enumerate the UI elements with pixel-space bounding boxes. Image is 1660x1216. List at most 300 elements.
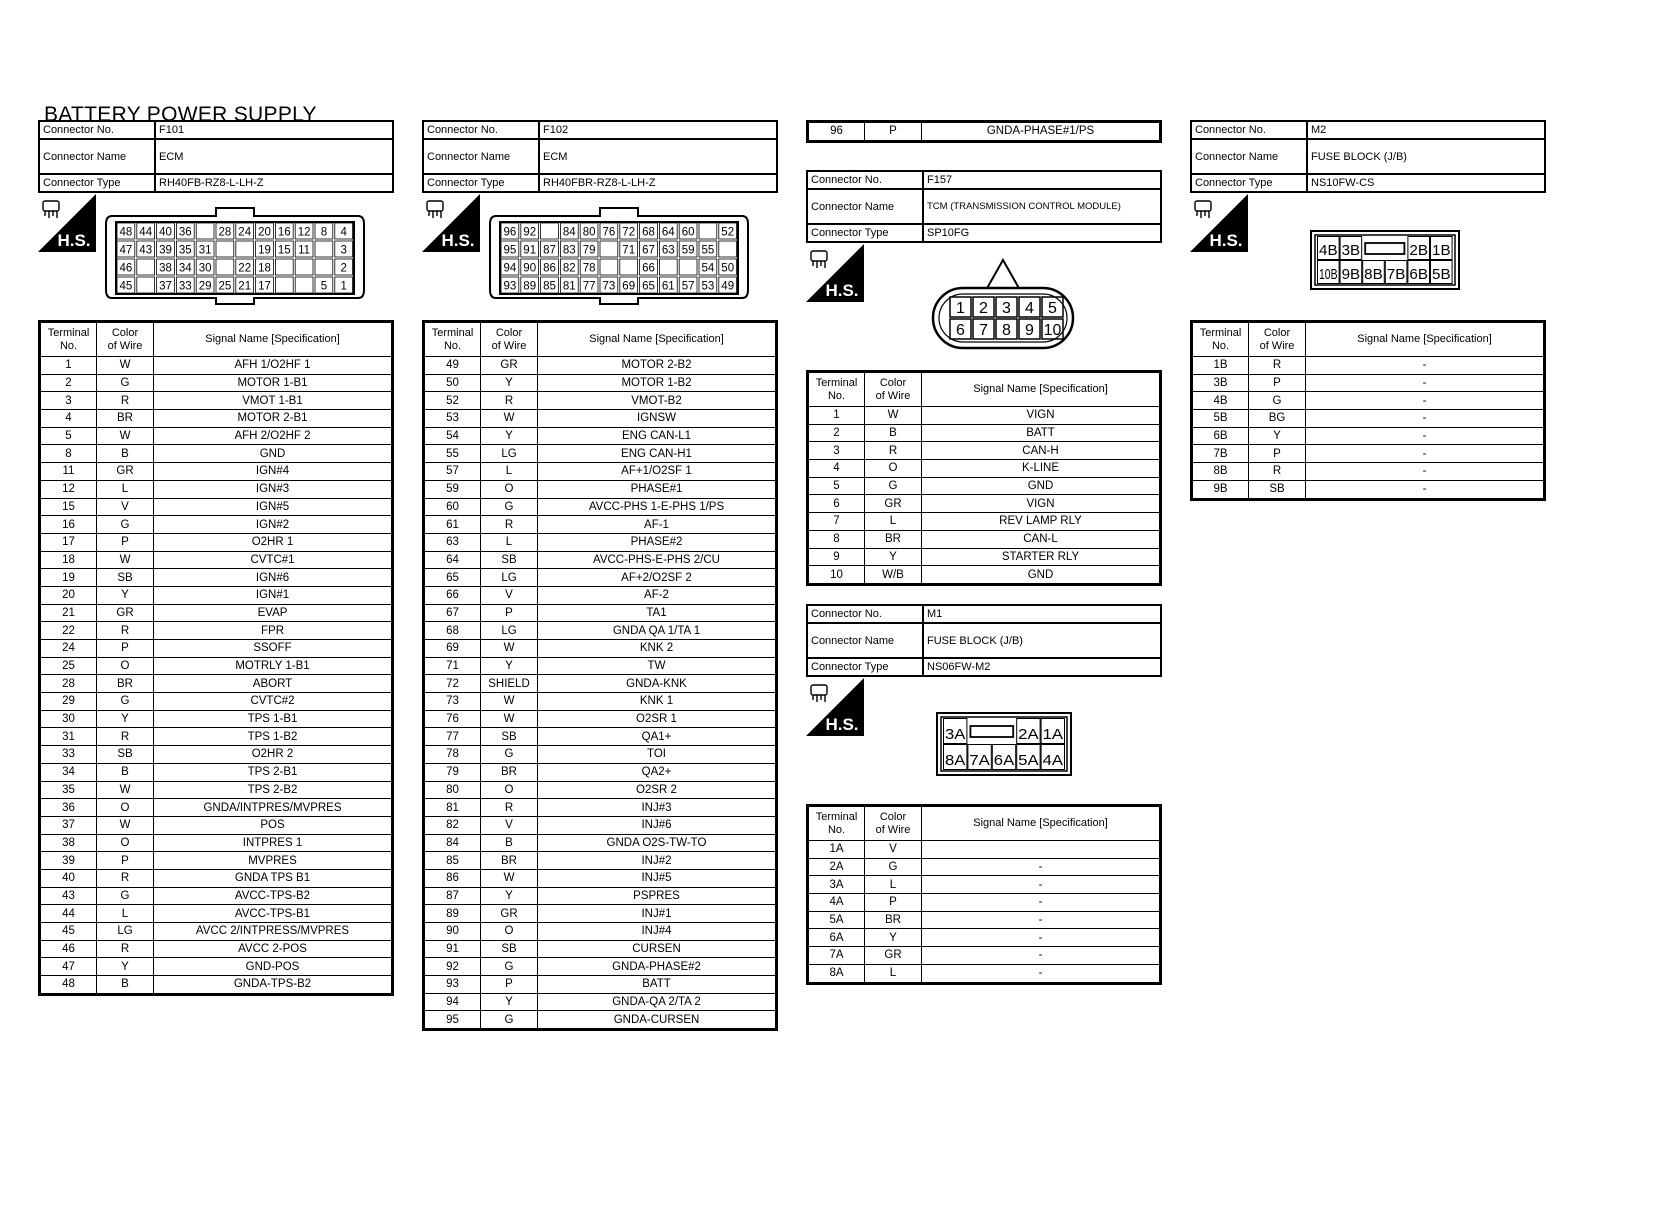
- terminal-no-cell: 49: [424, 357, 481, 375]
- signal-name-cell: AVCC-TPS-B1: [154, 905, 393, 923]
- signal-name-cell: [922, 841, 1161, 859]
- wire-color-cell: W/B: [865, 566, 922, 585]
- signal-name-cell: AVCC-TPS-B2: [154, 887, 393, 905]
- connector-pin: 6: [956, 322, 965, 339]
- signal-name-cell: -: [922, 876, 1161, 894]
- connector-type-label: Connector Type: [807, 224, 923, 242]
- terminal-no-cell: 69: [424, 640, 481, 658]
- color-header-line1: Color: [879, 810, 907, 823]
- table-row: [808, 841, 1161, 859]
- connector-pin: 54: [701, 262, 715, 275]
- signal-name-cell: REV LAMP RLY: [922, 513, 1161, 531]
- connector-pin: 5: [320, 280, 328, 293]
- signal-name-cell: GNDA-PHASE#1/PS: [922, 122, 1161, 142]
- terminal-no-cell: 66: [424, 586, 481, 604]
- connector-type-label: Connector Type: [1191, 174, 1307, 192]
- signal-name-cell: QA2+: [538, 763, 777, 781]
- connector-pin: 44: [139, 226, 153, 239]
- terminal-no-cell: 31: [40, 728, 97, 746]
- connector-pin: 35: [178, 244, 192, 257]
- signal-name-cell: TPS 2-B1: [154, 763, 393, 781]
- signal-name-cell: SSOFF: [154, 640, 393, 658]
- table-row: [40, 410, 393, 428]
- connector-no-label: Connector No.: [423, 121, 539, 139]
- terminal-no-cell: 30: [40, 710, 97, 728]
- signal-name-cell: -: [1306, 463, 1545, 481]
- signal-name-cell: AF-2: [538, 586, 777, 604]
- connector-pin: 9: [1025, 322, 1034, 339]
- connector-pin: 12: [297, 226, 311, 239]
- table-row: [40, 887, 393, 905]
- signal-name-cell: CVTC#1: [154, 551, 393, 569]
- table-row: [424, 923, 777, 941]
- signal-name-cell: -: [1306, 410, 1545, 428]
- terminal-no-cell: 44: [40, 905, 97, 923]
- signal-name-header: Signal Name [Specification]: [154, 322, 393, 357]
- table-row: [40, 852, 393, 870]
- signal-name-cell: -: [922, 911, 1161, 929]
- terminal-no-cell: 67: [424, 604, 481, 622]
- wire-color-cell: L: [865, 964, 922, 983]
- connector-face-f101: [104, 206, 366, 306]
- table-row: [40, 940, 393, 958]
- table-row: [808, 495, 1161, 513]
- table-row: [424, 940, 777, 958]
- connector-pin: 28: [218, 226, 232, 239]
- wire-color-cell: W: [481, 693, 538, 711]
- connector-pin: 2A: [1018, 726, 1039, 743]
- table-row: [40, 445, 393, 463]
- table-row: [424, 463, 777, 481]
- signal-name-cell: QA1+: [538, 728, 777, 746]
- connector-pin: 5B: [1432, 266, 1451, 283]
- connector-pin: 90: [523, 262, 537, 275]
- signal-name-cell: GND: [922, 566, 1161, 585]
- connector-pin: 24: [238, 226, 252, 239]
- terminal-no-cell: 15: [40, 498, 97, 516]
- terminal-table-f101: [38, 320, 394, 996]
- table-row: [40, 480, 393, 498]
- connector-type-value: NS06FW-M2: [923, 658, 1161, 676]
- wire-color-cell: R: [97, 622, 154, 640]
- connector-pin: 2: [340, 262, 347, 275]
- color-header-line1: Color: [1263, 326, 1291, 339]
- wire-color-cell: P: [865, 122, 922, 142]
- table-row: [424, 728, 777, 746]
- connector-type-value: RH40FB-RZ8-L-LH-Z: [155, 174, 393, 192]
- hs-icon: [806, 244, 864, 302]
- terminal-no-cell: 6B: [1192, 427, 1249, 445]
- connector-pin: 6A: [993, 752, 1015, 769]
- table-row: [424, 958, 777, 976]
- table-row: [40, 569, 393, 587]
- hs-label: H.S.: [1209, 231, 1243, 250]
- wire-color-cell: GR: [97, 604, 154, 622]
- signal-name-cell: AVCC-PHS-E-PHS 2/CU: [538, 551, 777, 569]
- table-row: [808, 964, 1161, 983]
- terminal-no-header: [808, 806, 865, 841]
- signal-name-cell: K-LINE: [922, 460, 1161, 478]
- terminal-no-cell: 25: [40, 657, 97, 675]
- table-row: [424, 374, 777, 392]
- table-row: [808, 460, 1161, 478]
- wire-color-cell: L: [97, 480, 154, 498]
- table-row: [808, 513, 1161, 531]
- terminal-header-line2: No.: [827, 823, 846, 836]
- connector-info-m2: [1190, 120, 1546, 193]
- terminal-no-cell: 85: [424, 852, 481, 870]
- table-row: [40, 675, 393, 693]
- signal-name-cell: -: [922, 894, 1161, 912]
- connector-pin: 80: [582, 226, 596, 239]
- signal-name-cell: -: [1306, 445, 1545, 463]
- terminal-no-cell: 79: [424, 763, 481, 781]
- connector-pin: 1A: [1042, 726, 1063, 743]
- terminal-no-cell: 55: [424, 445, 481, 463]
- table-row: [1192, 445, 1545, 463]
- wire-color-cell: L: [481, 463, 538, 481]
- terminal-no-header: [424, 322, 481, 357]
- signal-name-cell: IGNSW: [538, 410, 777, 428]
- connector-pin: 1: [340, 280, 347, 293]
- table-row: [424, 887, 777, 905]
- signal-name-cell: GNDA-KNK: [538, 675, 777, 693]
- connector-no-value: F101: [155, 121, 393, 139]
- terminal-no-cell: 84: [424, 834, 481, 852]
- terminal-no-cell: 3A: [808, 876, 865, 894]
- connector-pin: 7: [979, 322, 988, 339]
- wire-color-cell: P: [865, 894, 922, 912]
- wire-color-cell: SB: [97, 569, 154, 587]
- connector-pin: 34: [178, 262, 192, 275]
- wire-color-cell: O: [481, 923, 538, 941]
- connector-pin: 87: [543, 244, 556, 257]
- wire-color-cell: SHIELD: [481, 675, 538, 693]
- signal-name-cell: VIGN: [922, 407, 1161, 425]
- wire-color-cell: O: [481, 781, 538, 799]
- table-row: [40, 533, 393, 551]
- table-row: [808, 929, 1161, 947]
- terminal-no-cell: 4: [40, 410, 97, 428]
- terminal-no-cell: 38: [40, 834, 97, 852]
- wire-color-cell: SB: [1249, 480, 1306, 499]
- table-row: [40, 799, 393, 817]
- table-row: [808, 407, 1161, 425]
- signal-name-cell: -: [1306, 480, 1545, 499]
- table-row: [40, 781, 393, 799]
- connector-pin: 4: [1025, 300, 1034, 317]
- table-row: [424, 710, 777, 728]
- signal-name-cell: INJ#4: [538, 923, 777, 941]
- wire-color-cell: G: [481, 498, 538, 516]
- connector-pin: 47: [119, 244, 133, 257]
- signal-name-cell: AVCC 2/INTPRESS/MVPRES: [154, 923, 393, 941]
- table-row: [424, 622, 777, 640]
- signal-name-cell: -: [1306, 427, 1545, 445]
- table-row: [424, 586, 777, 604]
- signal-name-cell: AVCC 2-POS: [154, 940, 393, 958]
- wire-color-cell: R: [481, 799, 538, 817]
- table-row: [40, 622, 393, 640]
- wire-color-cell: L: [865, 876, 922, 894]
- terminal-no-cell: 64: [424, 551, 481, 569]
- connector-no-label: Connector No.: [1191, 121, 1307, 139]
- terminal-no-cell: 60: [424, 498, 481, 516]
- hs-label: H.S.: [441, 231, 475, 250]
- signal-name-cell: IGN#4: [154, 463, 393, 481]
- table-row: [424, 569, 777, 587]
- connector-pin: 61: [661, 280, 675, 293]
- connector-name-label: Connector Name: [39, 139, 155, 174]
- wire-color-cell: LG: [481, 622, 538, 640]
- connector-pin: 30: [198, 262, 212, 275]
- connector-pin: 16: [277, 226, 291, 239]
- table-row: [40, 923, 393, 941]
- connector-pin: 19: [258, 244, 271, 257]
- signal-name-cell: O2SR 1: [538, 710, 777, 728]
- wire-color-cell: BR: [865, 911, 922, 929]
- signal-name-cell: CAN-L: [922, 530, 1161, 548]
- wire-color-cell: W: [97, 781, 154, 799]
- connector-pin: 25: [218, 280, 232, 293]
- connector-pin: 1B: [1432, 242, 1451, 259]
- wire-color-cell: G: [97, 516, 154, 534]
- wire-color-cell: GR: [97, 463, 154, 481]
- table-row: [424, 905, 777, 923]
- wire-color-cell: G: [97, 693, 154, 711]
- terminal-no-cell: 24: [40, 640, 97, 658]
- connector-pin: 52: [721, 226, 735, 239]
- wire-color-cell: B: [97, 763, 154, 781]
- signal-name-cell: ENG CAN-H1: [538, 445, 777, 463]
- connector-pin: 77: [582, 280, 596, 293]
- terminal-no-cell: 4: [808, 460, 865, 478]
- table-row: [40, 604, 393, 622]
- wire-color-cell: R: [1249, 463, 1306, 481]
- terminal-no-cell: 54: [424, 427, 481, 445]
- signal-name-cell: GNDA-TPS-B2: [154, 976, 393, 995]
- terminal-no-cell: 7: [808, 513, 865, 531]
- connector-name-value: ECM: [539, 139, 777, 174]
- terminal-no-cell: 52: [424, 392, 481, 410]
- terminal-table-m1: [806, 804, 1162, 985]
- connector-pin: 50: [721, 262, 735, 275]
- terminal-no-cell: 78: [424, 746, 481, 764]
- table-row: [424, 763, 777, 781]
- table-row: [808, 477, 1161, 495]
- wire-color-header: [1249, 322, 1306, 357]
- color-header-line1: Color: [111, 326, 139, 339]
- signal-name-cell: INJ#5: [538, 869, 777, 887]
- wire-color-header: [865, 806, 922, 841]
- connector-pin: 57: [681, 280, 695, 293]
- wire-color-cell: BR: [481, 852, 538, 870]
- connector-pin: 4: [340, 226, 347, 239]
- wire-color-cell: L: [481, 533, 538, 551]
- wire-color-header: [481, 322, 538, 357]
- terminal-no-cell: 45: [40, 923, 97, 941]
- connector-pin: 84: [562, 226, 576, 239]
- table-row: [40, 763, 393, 781]
- signal-name-cell: GNDA-PHASE#2: [538, 958, 777, 976]
- color-header-line2: of Wire: [1259, 339, 1295, 352]
- table-row: [424, 516, 777, 534]
- table-row: [424, 604, 777, 622]
- connector-name-value: ECM: [155, 139, 393, 174]
- connector-pin: 8A: [945, 752, 966, 769]
- table-row: [40, 586, 393, 604]
- terminal-no-cell: 46: [40, 940, 97, 958]
- signal-name-cell: MOTOR 1-B2: [538, 374, 777, 392]
- connector-pin: 85: [543, 280, 556, 293]
- connector-face-f157: [930, 258, 1076, 354]
- signal-name-header: Signal Name [Specification]: [1306, 322, 1545, 357]
- connector-pin: 36: [178, 226, 192, 239]
- wire-color-cell: G: [1249, 392, 1306, 410]
- signal-name-cell: MOTOR 1-B1: [154, 374, 393, 392]
- terminal-no-cell: 9B: [1192, 480, 1249, 499]
- terminal-table-m2: [1190, 320, 1546, 501]
- signal-name-cell: EVAP: [154, 604, 393, 622]
- terminal-no-cell: 39: [40, 852, 97, 870]
- terminal-no-cell: 20: [40, 586, 97, 604]
- wire-color-cell: R: [97, 392, 154, 410]
- signal-name-cell: O2HR 2: [154, 746, 393, 764]
- connector-pin: 39: [159, 244, 172, 257]
- terminal-no-cell: 77: [424, 728, 481, 746]
- signal-name-cell: GNDA-QA 2/TA 2: [538, 993, 777, 1011]
- terminal-table-f157: [806, 370, 1162, 586]
- connector-pin: 96: [503, 226, 517, 239]
- signal-name-header: Signal Name [Specification]: [922, 806, 1161, 841]
- terminal-no-cell: 33: [40, 746, 97, 764]
- table-row: [1192, 410, 1545, 428]
- terminal-no-cell: 73: [424, 693, 481, 711]
- terminal-no-cell: 76: [424, 710, 481, 728]
- connector-pin: 49: [721, 280, 735, 293]
- connector-pin: 4B: [1319, 242, 1338, 259]
- connector-pin: 8B: [1364, 266, 1383, 283]
- terminal-no-cell: 92: [424, 958, 481, 976]
- connector-pin: 40: [159, 226, 172, 239]
- wire-color-cell: Y: [865, 548, 922, 566]
- signal-name-cell: -: [922, 858, 1161, 876]
- connector-pin: 89: [523, 280, 537, 293]
- connector-pin: 3: [1002, 300, 1011, 317]
- wire-color-cell: L: [97, 905, 154, 923]
- wire-color-cell: R: [481, 392, 538, 410]
- connector-name-label: Connector Name: [807, 189, 923, 224]
- wire-color-cell: P: [481, 604, 538, 622]
- table-row: [424, 781, 777, 799]
- terminal-no-cell: 86: [424, 869, 481, 887]
- wire-color-cell: O: [481, 480, 538, 498]
- connector-no-label: Connector No.: [807, 605, 923, 623]
- wire-color-header: [97, 322, 154, 357]
- terminal-no-cell: 29: [40, 693, 97, 711]
- wire-color-cell: W: [481, 410, 538, 428]
- connector-pin: 10: [1043, 322, 1062, 339]
- terminal-no-cell: 10: [808, 566, 865, 585]
- wire-color-cell: G: [481, 958, 538, 976]
- terminal-table-f102-continued: [806, 120, 1162, 143]
- wire-color-cell: B: [481, 834, 538, 852]
- color-header-line2: of Wire: [875, 823, 911, 836]
- connector-pin: 17: [258, 280, 271, 293]
- terminal-no-cell: 6: [808, 495, 865, 513]
- connector-pin: 72: [622, 226, 636, 239]
- table-row: [424, 746, 777, 764]
- wire-color-cell: Y: [97, 958, 154, 976]
- terminal-no-cell: 3: [808, 442, 865, 460]
- table-row: [1192, 427, 1545, 445]
- wire-color-cell: W: [481, 640, 538, 658]
- terminal-no-cell: 87: [424, 887, 481, 905]
- table-row: [40, 958, 393, 976]
- terminal-table-f102: [422, 320, 778, 1031]
- table-row: [424, 657, 777, 675]
- connector-pin: 65: [642, 280, 655, 293]
- terminal-header-line1: Terminal: [1199, 326, 1242, 339]
- terminal-no-cell: 19: [40, 569, 97, 587]
- connector-pin: 21: [238, 280, 252, 293]
- terminal-no-cell: 2A: [808, 858, 865, 876]
- table-row: [40, 746, 393, 764]
- terminal-header-line1: Terminal: [431, 326, 474, 339]
- wire-color-cell: LG: [481, 569, 538, 587]
- wire-color-cell: G: [865, 477, 922, 495]
- signal-name-cell: O2HR 1: [154, 533, 393, 551]
- terminal-header-line2: No.: [59, 339, 78, 352]
- wire-color-cell: W: [481, 710, 538, 728]
- wire-color-cell: Y: [481, 427, 538, 445]
- connector-pin: 5A: [1018, 752, 1039, 769]
- terminal-no-cell: 5B: [1192, 410, 1249, 428]
- hs-icon: [1190, 194, 1248, 252]
- connector-pin: 82: [562, 262, 576, 275]
- connector-name-label: Connector Name: [807, 623, 923, 658]
- terminal-no-cell: 18: [40, 551, 97, 569]
- table-row: [424, 392, 777, 410]
- connector-name-label: Connector Name: [1191, 139, 1307, 174]
- hs-label: H.S.: [825, 715, 859, 734]
- signal-name-cell: AF+2/O2SF 2: [538, 569, 777, 587]
- connector-pin: 48: [119, 226, 133, 239]
- connector-pin: 86: [543, 262, 556, 275]
- table-row: [40, 392, 393, 410]
- terminal-no-cell: 8A: [808, 964, 865, 983]
- wire-color-cell: GR: [865, 947, 922, 965]
- table-row: [424, 852, 777, 870]
- connector-pin: 81: [562, 280, 576, 293]
- wire-color-cell: P: [97, 533, 154, 551]
- connector-info-f102: [422, 120, 778, 193]
- terminal-no-cell: 61: [424, 516, 481, 534]
- wire-color-cell: Y: [97, 710, 154, 728]
- table-row: [40, 657, 393, 675]
- table-row: [808, 530, 1161, 548]
- signal-name-cell: IGN#5: [154, 498, 393, 516]
- connector-pin: 3B: [1341, 242, 1361, 259]
- wire-color-cell: V: [481, 816, 538, 834]
- connector-no-label: Connector No.: [39, 121, 155, 139]
- signal-name-cell: INJ#6: [538, 816, 777, 834]
- terminal-header-line2: No.: [1211, 339, 1230, 352]
- terminal-no-cell: 7B: [1192, 445, 1249, 463]
- terminal-no-cell: 7A: [808, 947, 865, 965]
- table-row: [808, 911, 1161, 929]
- connector-info-f101: [38, 120, 394, 193]
